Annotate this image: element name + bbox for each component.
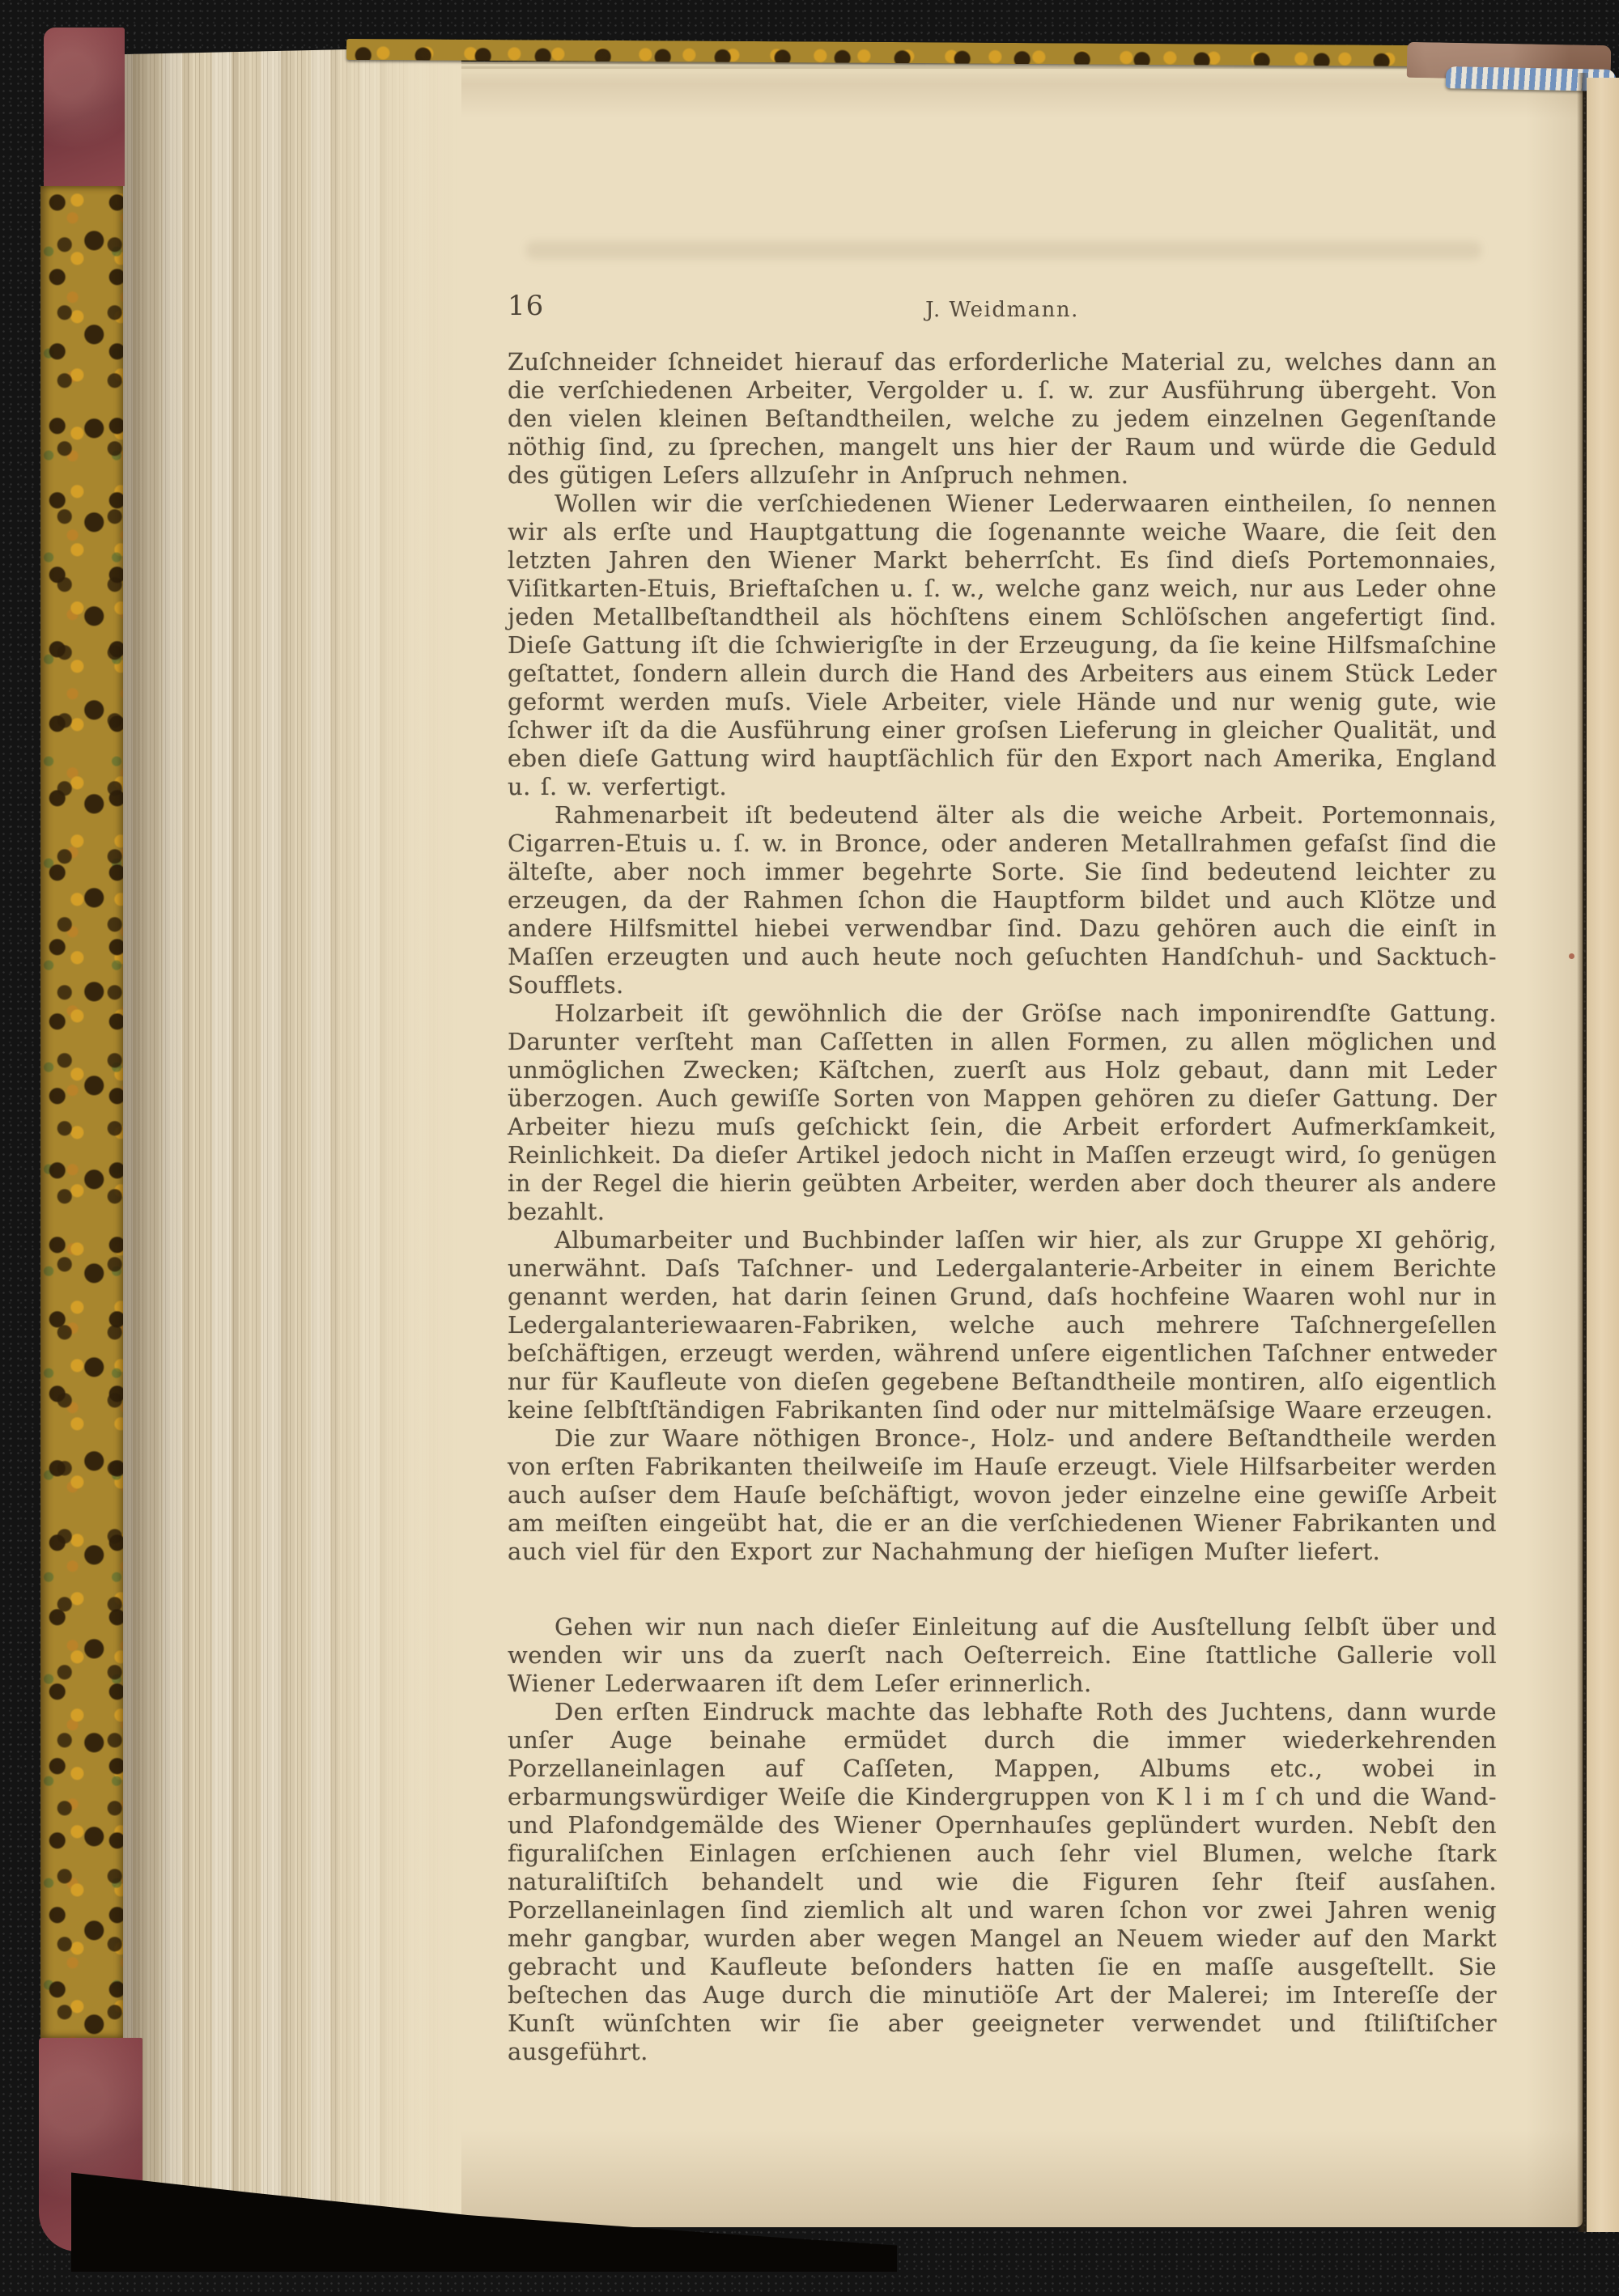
text-block [508,348,1497,2066]
paragraph: Wollen wir die verſchiedenen Wiener Lederwaaren eintheilen, ſo nennen wir als erſte und Hauptgattung die ſogenannte weiche Waare, die ſeit den letzten Jahren den Wiener Markt beherrſcht. Es ſind dieſs Portemonnaies, Viſitkarten-Etuis, Brieftaſchen u. ſ. w., welche ganz weich, nur aus Leder ohne jeden Metallbeſtandtheil als höchſtens einem Schlöſschen angefertigt ſind. Dieſe Gattung iſt die ſchwierigſte in der Erzeugung, da ſie keine Hilfsmaſchine geſtattet, ſondern allein durch die Hand des Arbeiters aus einem Stück Leder geformt werden muſs. Viele Arbeiter, viele Hände und nur wenig gute, wie ſchwer iſt da die Ausführung einer groſsen Lieferung in gleicher Qualität, und eben dieſe Gattung wird hauptſächlich für den Export nach Amerika, England u. ſ. w. verfertigt. [508,490,1497,800]
page-number: 16 [508,290,545,322]
cover-marble-board [40,186,123,2038]
book-page [267,62,1583,2227]
paragraph: Den erſten Eindruck machte das lebhafte Roth des Juchtens, dann wurde unſer Auge beinahe ermüdet durch die immer wiederkehrenden Porzellaneinlagen auf Caſſeten, Mappen, Albums etc., wobei in erbarmungswürdiger Weiſe die Kindergruppen von K l i m ſ ch und die Wand- und Plafondgemälde des Wiener Opernhauſes geplündert wurden. Nebſt den figuraliſchen Einlagen erſchienen auch ſehr viel Blumen, welche ſtark naturaliſtiſch behandelt und wie die Figuren ſehr ſteif ausſahen. Porzellaneinlagen ſind ziemlich alt und waren ſchon vor zwei Jahren wenig mehr gangbar, wurden aber wegen Mangel an Neuem wieder auf den Markt gebracht und Kaufleute beſonders hatten ſie en maſſe ausgeſtellt. Sie beſtechen das Auge durch die minutiöſe Art der Malerei; im Intereſſe der Kunſt wünſchten wir ſie aber geeigneter verwendet und ſtiliſtiſcher ausgeführt. [508,1698,1497,2065]
paragraph: Gehen wir nun nach dieſer Einleitung auf die Ausſtellung ſelbſt über und wenden wir uns da zuerſt nach Oeſterreich. Eine ſtattliche Gallerie voll Wiener Lederwaaren iſt dem Leſer erinnerlich. [508,1613,1497,1697]
paragraph: Zuſchneider ſchneidet hierauf das erforderliche Material zu, welches dann an die verſchiedenen Arbeiter, Vergolder u. ſ. w. zur Ausführung übergeht. Von den vielen kleinen Beſtandtheilen, welche zu jedem einzelnen Gegenſtande nöthig ſind, zu ſprechen, mangelt uns hier der Raum und würde die Geduld des gütigen Leſers allzuſehr in Anſpruch nehmen. [508,348,1497,489]
showthrough-ghost [526,241,1481,259]
paragraph: Die zur Waare nöthigen Bronce-, Holz- und andere Beſtandtheile werden von erſten Fabrikanten theilweiſe im Hauſe erzeugt. Viele Hilfsarbeiter werden auch auſser dem Hauſe beſchäftigt, wovon jeder einzelne eine gewiſſe Arbeit am meiſten eingeübt hat, die er an die verſchiedenen Wiener Fabrikanten und auch viel für den Export zur Nachahmung der hieſigen Muſter liefert. [508,1424,1497,1565]
running-header: J. Weidmann. [925,298,1079,322]
paragraph: Albumarbeiter und Buchbinder laſſen wir hier, als zur Gruppe XI gehörig, unerwähnt. Daſs Taſchner- und Ledergalanterie-Arbeiter in einem Berichte genannt werden, hat darin ſeinen Grund, daſs hochfeine Waaren wohl nur in Ledergalanteriewaaren-Fabriken, welche auch mehrere Taſchnergeſellen beſchäftigen, erzeugt werden, während unſere eigentlichen Taſchner entweder nur für Kaufleute von dieſen gegebene Beſtandtheile montiren, alſo eigentlich keine ſelbſtſtändigen Fabrikanten ſind oder nur mittelmäſsige Waare erzeugen. [508,1226,1497,1424]
paragraph: Rahmenarbeit iſt bedeutend älter als die weiche Arbeit. Portemonnais, Cigarren-Etuis u. ſ. w. in Bronce, oder anderen Metallrahmen gefaſst ſind die älteſte, aber noch immer begehrte Sorte. Sie ſind bedeutend leichter zu erzeugen, da der Rahmen ſchon die Hauptform bildet und auch Klötze und andere Hilfsmittel hiebei verwendbar ſind. Dazu gehören auch die einſt in Maſſen erzeugten und auch heute noch geſuchten Handſchuh- und Sacktuch-Soufflets. [508,801,1497,999]
page-edges [113,47,461,2226]
book-cover-edge [39,28,125,2251]
paragraph: Holzarbeit iſt gewöhnlich die der Gröſse nach imponirendſte Gattung. Darunter verſteht man Caſſetten in allen Formen, zu allen möglichen und unmöglichen Zwecken; Käſtchen, zuerſt aus Holz gebaut, dann mit Leder überzogen. Auch gewiſſe Sorten von Mappen gehören zu dieſer Gattung. Der Arbeiter hiezu muſs geſchickt ſein, die Arbeit erfordert Aufmerkſamkeit, Reinlichkeit. Da dieſer Artikel jedoch nicht in Maſſen erzeugt wird, ſo genügen in der Regel die hierin geübten Arbeiter, werden aber doch theurer als andere bezahlt. [508,999,1497,1225]
facing-page-edge [1587,78,1619,2232]
cover-leather-top [44,28,125,186]
paper-speck [1569,953,1574,959]
